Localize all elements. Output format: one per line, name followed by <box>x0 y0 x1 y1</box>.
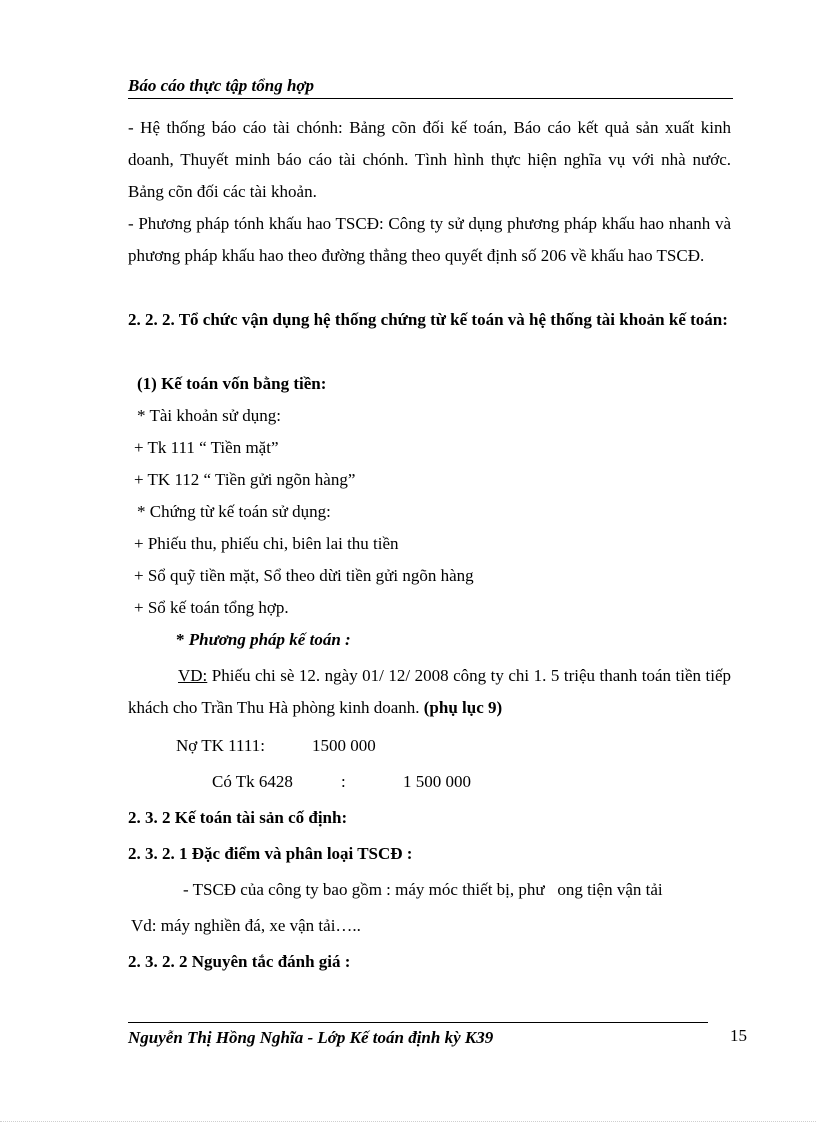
header-title: Báo cáo thực tập tổng hợp <box>128 76 315 95</box>
section-heading-2-2-2: 2. 2. 2. Tổ chức vận dụng hệ thống chứng từ kế toán và hệ thống tài khoản kế toán: <box>128 310 728 329</box>
list-item: + TK 112 “ Tiền gửi ngõn hàng” <box>134 470 356 489</box>
section-heading-2-3-2-2: 2. 3. 2. 2 Nguyên tắc đánh giá : <box>128 952 351 971</box>
page-number: 15 <box>730 1026 747 1045</box>
footer-author: Nguyễn Thị Hồng Nghĩa - Lớp Kế toán định kỳ K39 <box>128 1028 494 1047</box>
list-item: + Sổ kế toán tổng hợp. <box>134 598 289 617</box>
list-item: * Chứng từ kế toán sử dụng: <box>137 502 331 521</box>
subsection-cash-accounting: (1) Kế toán vốn bằng tiền: <box>137 374 327 393</box>
fixed-assets-description: - TSCĐ của công ty bao gồm : máy móc thiết bị, phư ong tiện vận tải <box>183 880 663 899</box>
example-paragraph <box>128 660 731 724</box>
list-item: * Tài khoản sử dụng: <box>137 406 281 425</box>
list-item: + Tk 111 “ Tiền mặt” <box>134 438 279 457</box>
section-heading-2-3-2: 2. 3. 2 Kế toán tài sản cố định: <box>128 808 348 827</box>
paragraph-financial-reports: - Hệ thống báo cáo tài chónh: Bảng cõn đối kế toán, Báo cáo kết quả sản xuất kinh doanh, Thuyết minh báo cáo tài chónh. Tình hình thực hiện nghĩa vụ với nhà nước. Bảng cõn đối các tài khoản. <box>128 118 731 201</box>
section-heading-2-3-2-1: 2. 3. 2. 1 Đặc điểm và phân loại TSCĐ : <box>128 844 413 863</box>
example-text: Phiếu chi sè 12. ngày 01/ 12/ 2008 công ty chi 1. 5 triệu thanh toán tiền tiếp khách cho Trần Thu Hà phòng kinh doanh. <box>128 666 731 717</box>
list-item: + Phiếu thu, phiếu chi, biên lai thu tiền <box>134 534 399 553</box>
method-heading <box>176 624 351 656</box>
footer-rule <box>128 1022 708 1023</box>
example-reference: (phụ lục 9) <box>423 698 503 717</box>
paragraph-depreciation-method: - Phương pháp tónh khấu hao TSCĐ: Công ty sử dụng phương pháp khấu hao nhanh và phương pháp khấu hao theo đường thẳng theo quyết định số 206 về khấu hao TSCĐ. <box>128 214 731 265</box>
credit-entry-amount: 1 500 000 <box>403 772 471 791</box>
credit-entry-label: Có Tk 6428 <box>212 772 293 791</box>
debit-entry-label: Nợ TK 1111: <box>176 736 265 755</box>
credit-entry-colon: : <box>341 772 346 791</box>
header-rule <box>128 98 733 99</box>
list-item: + Sổ quỹ tiền mặt, Sổ theo dừi tiền gửi ngõn hàng <box>134 566 474 585</box>
method-star: * <box>176 630 189 649</box>
method-title: Phương pháp kế toán : <box>188 630 351 649</box>
fixed-assets-example: Vd: máy nghiền đá, xe vận tải….. <box>131 916 361 935</box>
example-label: VD: <box>178 666 208 685</box>
page-bottom-border <box>0 1121 816 1122</box>
debit-entry-amount: 1500 000 <box>312 736 376 755</box>
